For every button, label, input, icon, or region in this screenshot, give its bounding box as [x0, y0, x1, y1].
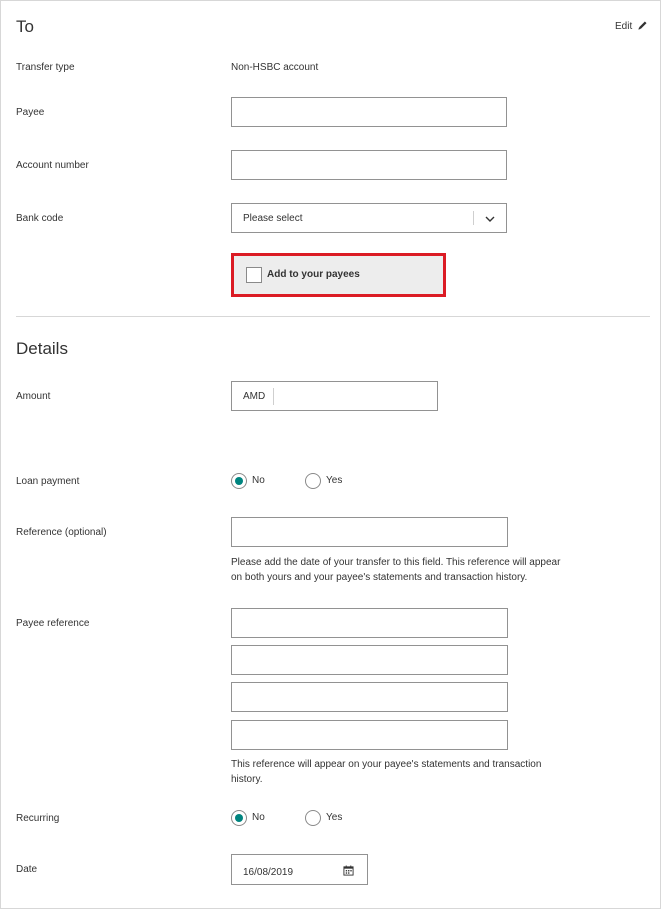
bank-code-select[interactable] — [231, 203, 507, 233]
amount-label: Amount — [16, 391, 51, 402]
loan-payment-yes-label[interactable]: Yes — [326, 475, 343, 486]
bank-code-selected-value: Please select — [243, 213, 303, 224]
add-to-payees-label[interactable]: Add to your payees — [267, 269, 360, 280]
payee-input[interactable] — [231, 97, 507, 127]
recurring-yes-radio[interactable] — [305, 810, 321, 826]
bank-code-label: Bank code — [16, 213, 64, 224]
recurring-label: Recurring — [16, 813, 60, 824]
payee-reference-help-line: This reference will appear on your payee's statements and transaction — [231, 759, 542, 770]
details-section-title: Details — [16, 339, 68, 358]
calendar-icon[interactable] — [343, 865, 354, 876]
reference-label: Reference (optional) — [16, 527, 107, 538]
edit-link[interactable]: Edit — [615, 21, 633, 32]
amount-input[interactable] — [231, 381, 438, 411]
recurring-no-radio[interactable] — [231, 810, 247, 826]
currency-divider — [273, 388, 274, 405]
payee-reference-input-3[interactable] — [231, 682, 508, 712]
transfer-type-value: Non-HSBC account — [231, 62, 319, 73]
loan-payment-no-label[interactable]: No — [252, 475, 265, 486]
reference-help-text — [231, 555, 591, 585]
payee-label: Payee — [16, 107, 45, 118]
select-divider — [473, 211, 474, 225]
payee-reference-input-1[interactable] — [231, 608, 508, 638]
transfer-type-label: Transfer type — [16, 62, 75, 73]
loan-payment-label: Loan payment — [16, 476, 80, 487]
payee-reference-help-text — [231, 757, 591, 787]
date-value: 16/08/2019 — [243, 867, 294, 878]
to-section-title: To — [16, 17, 34, 36]
currency-code: AMD — [243, 391, 266, 402]
reference-help-line: Please add the date of your transfer to this field. This reference will appear — [231, 557, 561, 568]
account-number-input[interactable] — [231, 150, 507, 180]
recurring-no-label[interactable]: No — [252, 812, 265, 823]
reference-input[interactable] — [231, 517, 508, 547]
pencil-icon[interactable] — [637, 20, 648, 31]
payee-reference-help-line: history. — [231, 774, 263, 785]
account-number-label: Account number — [16, 160, 89, 171]
loan-payment-no-radio[interactable] — [231, 473, 247, 489]
chevron-down-icon[interactable] — [484, 213, 496, 225]
section-divider — [16, 316, 650, 317]
loan-payment-yes-radio[interactable] — [305, 473, 321, 489]
payee-reference-label: Payee reference — [16, 618, 90, 629]
payee-reference-input-4[interactable] — [231, 720, 508, 750]
date-input[interactable] — [231, 854, 368, 885]
add-to-payees-highlight[interactable] — [231, 253, 446, 297]
add-to-payees-checkbox[interactable] — [246, 267, 262, 283]
payee-reference-input-2[interactable] — [231, 645, 508, 675]
date-label: Date — [16, 864, 38, 875]
reference-help-line: on both yours and your payee's statements and transaction history. — [231, 572, 528, 583]
recurring-yes-label[interactable]: Yes — [326, 812, 343, 823]
